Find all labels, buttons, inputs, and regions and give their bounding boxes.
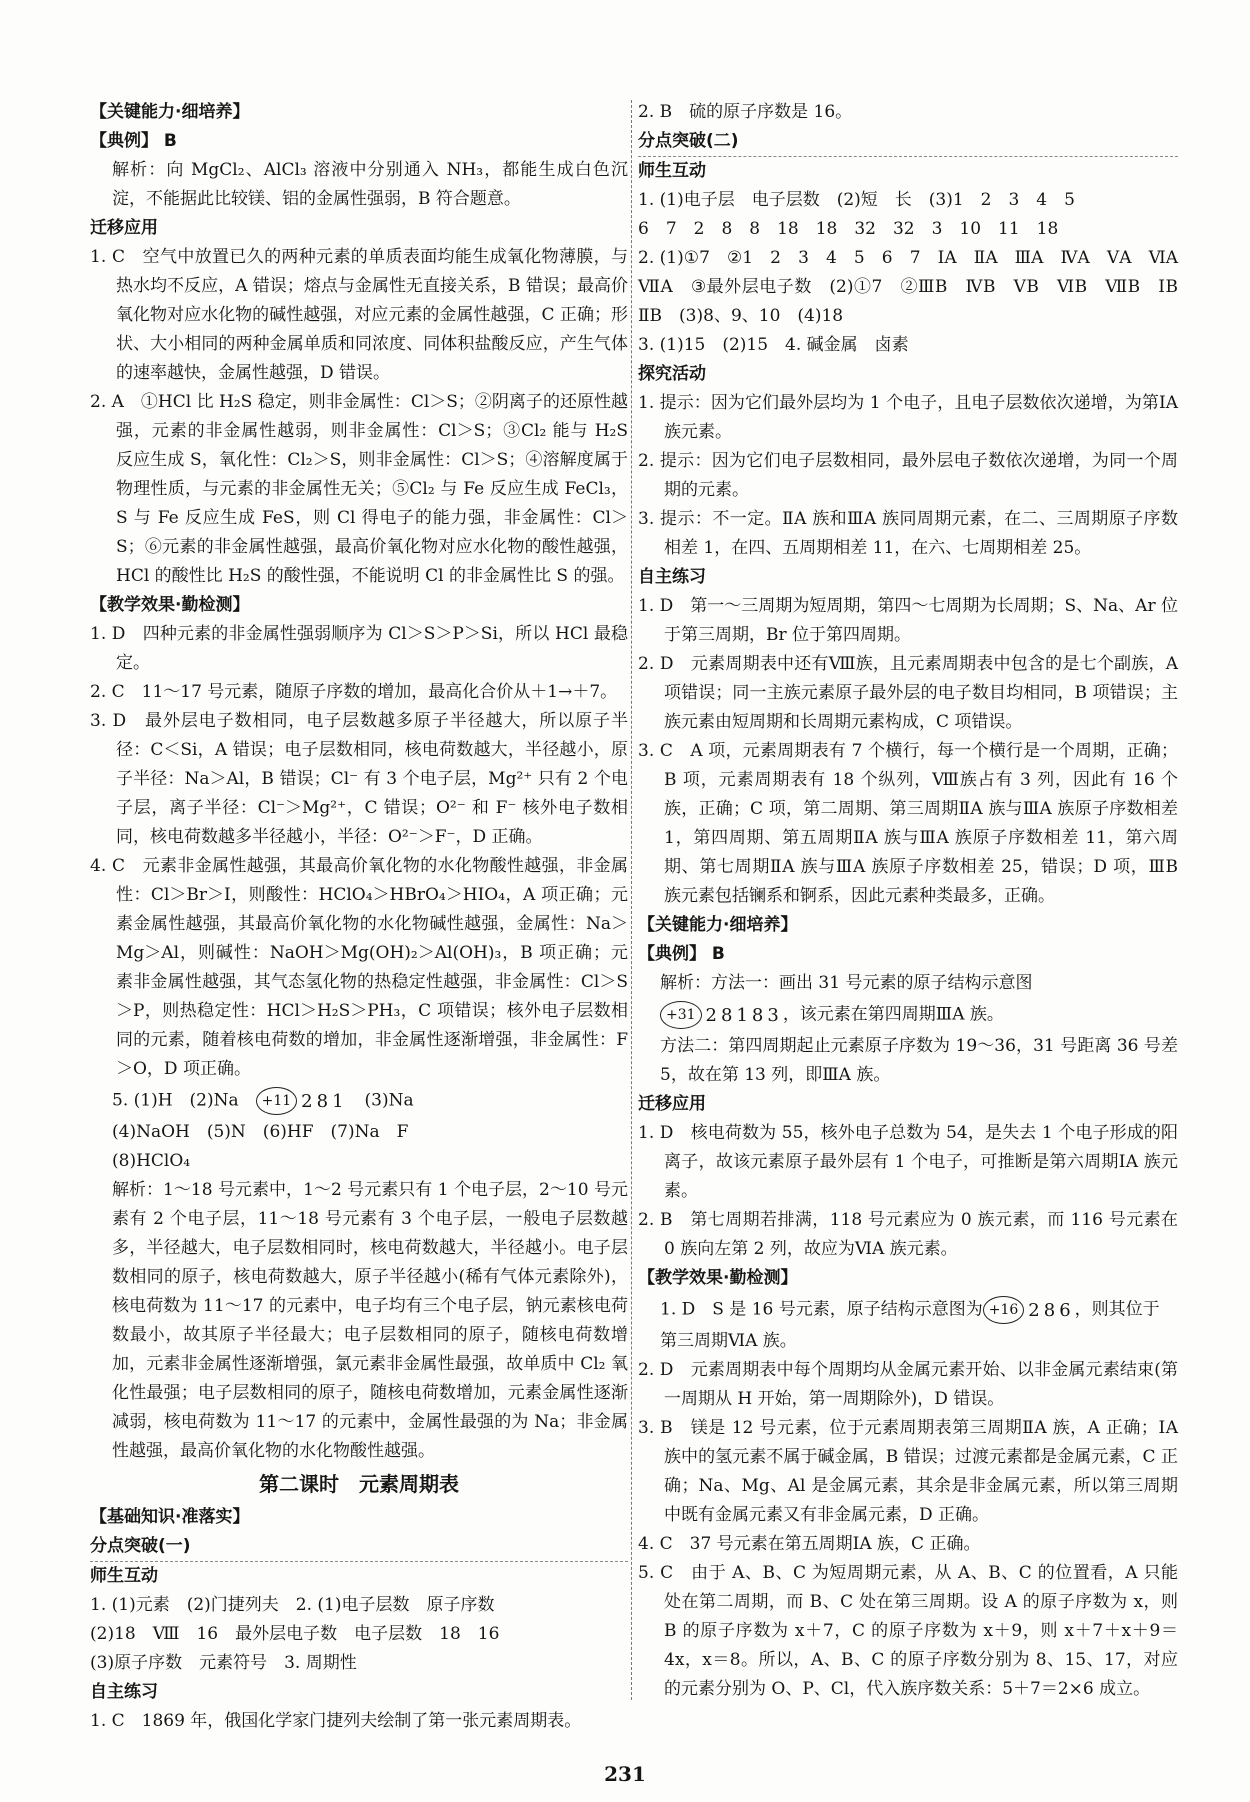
- text-line: (2)18 Ⅷ 16 最外层电子数 电子层数 18 16: [90, 1624, 500, 1644]
- section-heading: 自主练习: [90, 1682, 158, 1702]
- text-line: (3)原子序数 元素符号 3. 周期性: [90, 1653, 357, 1673]
- atom-prefix-text: 1. D S 是 16 号元素，原子结构示意图为: [660, 1299, 983, 1320]
- answer-item: 4. C 元素非金属性越强，其最高价氧化物的水化物酸性越强，非金属性：Cl＞Br＞I，则酸性：HClO₄＞HBrO₄＞HIO₄，A 项正确；元素金属性越强，其最高价氧化物的水化物碱性越强，金属性：Na＞Mg＞Al，则碱性：NaOH＞Mg(OH)₂＞Al(OH)₃，B 项正确；元素非金属性越强，其气态氢化物的热稳定性越强，非金属性：Cl＞S＞P，则热稳定性：HCl＞H₂S＞PH₃，C 项错误；核外电子层数相同的元素，随着核电荷数的增加，非金属性逐渐增强，非金属性：F＞O，D 项正确。: [90, 856, 628, 1079]
- section-heading: 迁移应用: [638, 1094, 706, 1114]
- lesson-title: 第二课时 元素周期表: [259, 1472, 459, 1496]
- section-heading: 探究活动: [638, 364, 706, 384]
- subsection-heading: 分点突破(二): [638, 127, 1178, 157]
- section-heading: 师生互动: [90, 1566, 158, 1586]
- text-paragraph: 方法二：第四周期起止元素原子序数为 19～36，31 号距离 36 号差 5，故在第 13 列，即ⅢA 族。: [660, 1036, 1178, 1085]
- answer-item: 5. C 由于 A、B、C 为短周期元素，从 A、B、C 的位置看，A 只能处在第二周期，而 B、C 处在第三周期。设 A 的原子序数为 x，则 B 的原子序数为 x＋7，C 的原子序数为 x＋9，则 x＋7＋x＋9＝4x，x＝8。所以，A、B、C 的原子序数分别为 8、15、17，对应的元素分别为 O、P、Cl，代入族序数关系：5＋7＝2×6 成立。: [638, 1563, 1178, 1699]
- nucleus-charge: +31: [660, 1001, 702, 1029]
- section-heading: 【关键能力·细培养】: [90, 102, 250, 122]
- column-divider: [631, 100, 632, 1700]
- answer-item: 1. D 第一～三周期为短周期，第四～七周期为长周期；S、Na、Ar 位于第三周期，Br 位于第四周期。: [638, 596, 1178, 645]
- nucleus-charge: +11: [256, 1087, 298, 1115]
- right-column: [638, 98, 1195, 1704]
- section-heading: 迁移应用: [90, 218, 158, 238]
- answer-item: 1. D 四种元素的非金属性强弱顺序为 Cl＞S＞P＞Si，所以 HCl 最稳定。: [90, 624, 628, 673]
- nucleus-charge: +16: [983, 1296, 1025, 1324]
- answer-item: 2. 提示：因为它们电子层数相同，最外层电子数依次递增，为同一个周期的元素。: [638, 451, 1178, 500]
- section-heading: 【典例】 B: [638, 944, 725, 964]
- answer-item: 1. C 空气中放置已久的两种元素的单质表面均能生成氧化物薄膜，与热水均不反应，A 错误；熔点与金属性无直接关系，B 错误；最高价氧化物对应水化物的碱性越强，对应元素的金属性越强，C 正确；形状、大小相同的两种金属单质和同浓度、同体积盐酸反应，产生气体的速率越快，金属性越强，D 错误。: [90, 247, 628, 383]
- answer-item: 1. C 1869 年，俄国化学家门捷列夫绘制了第一张元素周期表。: [90, 1711, 582, 1731]
- answer-item: 2. A ①HCl 比 H₂S 稳定，则非金属性：Cl＞S；②阴离子的还原性越强，元素的非金属性越弱，则非金属性：Cl＞S；③Cl₂ 能与 H₂S 反应生成 S，氧化性：Cl₂＞S，则非金属性：Cl＞S；④溶解度属于物理性质，与元素的非金属性无关；⑤Cl₂ 与 Fe 反应生成 FeCl₃，S 与 Fe 反应生成 FeS，则 Cl 得电子的能力强，非金属性：Cl＞S；⑥元素的非金属性越强，最高价氧化物对应水化物的酸性越强，HCl 的酸性比 H₂S 的酸性强，不能说明 Cl 的非金属性比 S 的强。: [90, 392, 628, 586]
- answer-item: 2. B 第七周期若排满，118 号元素应为 0 族元素，而 116 号元素在 0 族向左第 2 列，故应为ⅥA 族元素。: [638, 1210, 1178, 1259]
- text-line: 2. (1)①7 ②1 2 3 4 5 6 7 ⅠA ⅡA ⅢA ⅣA ⅤA ⅥA ⅦA ③最外层电子数 (2)①7 ②ⅢB ⅣB ⅤB ⅥB ⅦB ⅠB ⅡB (3)8、9、10 (4)18: [638, 248, 1195, 326]
- answer-item: 3. B 镁是 12 号元素，位于元素周期表第三周期ⅡA 族，A 正确；ⅠA 族中的氢元素不属于碱金属，B 错误；过渡元素都是金属元素，C 正确；Na、Mg、Al 是金属元素，其余是非金属元素，所以第三周期中既有金属元素又有非金属元素，D 正确。: [638, 1418, 1178, 1525]
- text-line: 1. (1)元素 (2)门捷列夫 2. (1)电子层数 原子序数: [90, 1595, 495, 1615]
- text-paragraph: 解析：方法一：画出 31 号元素的原子结构示意图: [660, 973, 1033, 993]
- atom-structure-line: [638, 1293, 1178, 1327]
- answer-item: 3. C A 项，元素周期表有 7 个横行，每一个横行是一个周期，正确；B 项，元素周期表有 18 个纵列，Ⅷ族占有 3 列，因此有 16 个族，正确；C 项，第二周期、第三周期ⅡA 族与ⅢA 族原子序数相差 1，第四周期、第五周期ⅡA 族与ⅢA 族原子序数相差 11，第六周期、第七周期ⅡA 族与ⅢA 族原子序数相差 25，错误；D 项，ⅢB 族元素包括镧系和锕系，因此元素种类最多，正确。: [638, 741, 1178, 906]
- answer-item: 2. C 11～17 号元素，随原子序数的增加，最高化合价从＋1→＋7。: [90, 682, 618, 702]
- atom-suffix-text: ，则其位于: [1074, 1299, 1160, 1320]
- text-line: 3. (1)15 (2)15 4. 碱金属 卤素: [638, 335, 909, 355]
- text-paragraph: (4)NaOH (5)N (6)HF (7)Na F: [112, 1122, 409, 1142]
- section-heading: 自主练习: [638, 567, 706, 587]
- answer-item: 1. 提示：因为它们最外层均为 1 个电子，且电子层数依次递增，为第ⅠA 族元素。: [638, 393, 1178, 442]
- answer-item: 4. C 37 号元素在第五周期ⅠA 族，C 正确。: [638, 1534, 981, 1554]
- electron-shells: 28183: [705, 1004, 783, 1026]
- atom-structure-line: [638, 998, 1178, 1032]
- text-paragraph: (8)HClO₄: [112, 1151, 191, 1171]
- atom-prefix-text: 5. (1)H (2)Na: [112, 1090, 256, 1111]
- atom-diagram: [983, 1293, 1075, 1327]
- left-column: [90, 98, 628, 1736]
- answer-item: 2. D 元素周期表中每个周期均从金属元素开始、以非金属元素结束(第一周期从 H 开始，第一周期除外)，D 错误。: [638, 1360, 1178, 1409]
- text-paragraph: 解析：1～18 号元素中，1～2 号元素只有 1 个电子层，2～10 号元素有 2 个电子层，11～18 号元素有 3 个电子层，一般电子层数越多，半径越大，电子层数相同时，核电荷数越大，半径越小。电子层数相同的原子，核电荷数越大，原子半径越小(稀有气体元素除外)，核电荷数为 11～17 的元素中，电子均有三个电子层，钠元素核电荷数最小，故其原子半径最大；电子层数相同的原子，随核电荷数增加，元素非金属性逐渐增强，氯元素非金属性最强，故单质中 Cl₂ 氧化性最强；电子层数相同的原子，随核电荷数增加，元素金属性逐渐减弱，核电荷数为 11～17 的元素中，金属性最强的为 Na；非金属性越强，最高价氧化物的水化物酸性越强。: [112, 1180, 628, 1461]
- atom-suffix-text: (3)Na: [347, 1090, 414, 1111]
- electron-shells: 286: [1028, 1299, 1075, 1321]
- text-line: 2. B 硫的原子序数是 16。: [638, 102, 853, 122]
- section-heading: 【教学效果·勤检测】: [638, 1268, 798, 1288]
- answer-item: 3. D 最外层电子数相同，电子层数越多原子半径越大，所以原子半径：C＜Si，A 错误；电子层数相同，核电荷数越大，半径越小，原子半径：Na＞Al，B 错误；Cl⁻ 有 3 个电子层，Mg²⁺ 只有 2 个电子层，离子半径：Cl⁻＞Mg²⁺，C 错误；O²⁻ 和 F⁻ 核外电子数相同，核电荷数越多半径越小，半径：O²⁻＞F⁻，D 正确。: [90, 711, 628, 847]
- section-heading: 【基础知识·准落实】: [90, 1507, 250, 1527]
- atom-suffix-text: ，该元素在第四周期ⅢA 族。: [782, 1004, 1004, 1025]
- section-heading: 【典例】 B: [90, 131, 177, 151]
- atom-diagram: [660, 998, 783, 1032]
- atom-structure-line: [90, 1084, 628, 1118]
- text-line: 6 7 2 8 8 18 18 32 32 3 10 11 18: [638, 219, 1059, 239]
- section-heading: 师生互动: [638, 161, 706, 181]
- text-paragraph: 第三周期ⅥA 族。: [660, 1331, 797, 1351]
- text-line: 1. (1)电子层 电子层数 (2)短 长 (3)1 2 3 4 5: [638, 190, 1075, 210]
- page-number: 231: [604, 1762, 646, 1786]
- answer-item: 3. 提示：不一定。ⅡA 族和ⅢA 族同周期元素，在二、三周期原子序数相差 1，在四、五周期相差 11，在六、七周期相差 25。: [638, 509, 1178, 558]
- section-heading: 【关键能力·细培养】: [638, 915, 798, 935]
- atom-diagram: [256, 1084, 348, 1118]
- answer-item: 1. D 核电荷数为 55，核外电子总数为 54，是失去 1 个电子形成的阳离子，故该元素原子最外层有 1 个电子，可推断是第六周期ⅠA 族元素。: [638, 1123, 1178, 1201]
- answer-item: 2. D 元素周期表中还有Ⅷ族，且元素周期表中包含的是七个副族，A 项错误；同一主族元素原子最外层的电子数目均相同，B 项错误；主族元素由短周期和长周期元素构成，C 项错误。: [638, 654, 1178, 732]
- subsection-heading: 分点突破(一): [90, 1532, 628, 1562]
- electron-shells: 281: [301, 1090, 348, 1112]
- section-heading: 【教学效果·勤检测】: [90, 595, 250, 615]
- text-paragraph: 解析：向 MgCl₂、AlCl₃ 溶液中分别通入 NH₃，都能生成白色沉淀，不能据此比较镁、铝的金属性强弱，B 符合题意。: [112, 160, 628, 209]
